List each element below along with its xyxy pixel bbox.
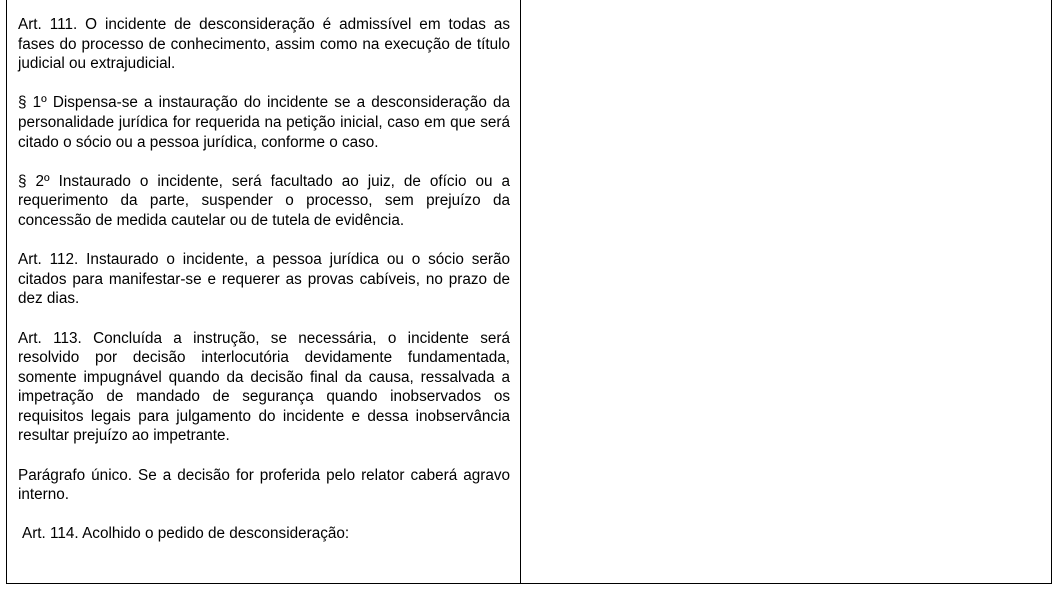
article-114-paragraph: Art. 114. Acolhido o pedido de desconsideração: <box>22 525 350 543</box>
left-column-cell <box>7 0 521 583</box>
document-table <box>6 0 1052 584</box>
article-111-section-1-paragraph: § 1º Dispensa-se a instauração do incidente se a desconsideração da personalidade jurídica for requerida na petição inicial, caso em que será citado o sócio ou a pessoa jurídica, conforme o caso. <box>18 94 510 151</box>
article-113-sole-paragraph: Parágrafo único. Se a decisão for proferida pelo relator caberá agravo interno. <box>18 466 510 504</box>
article-111-section-2-paragraph: § 2º Instaurado o incidente, será facultado ao juiz, de ofício ou a requerimento da parte, suspender o processo, sem prejuízo da concessão de medida cautelar ou de tutela de evidência. <box>18 172 510 229</box>
right-column-cell <box>521 0 1051 583</box>
article-111-paragraph: Art. 111. O incidente de desconsideração é admissível em todas as fases do processo de conhecimento, assim como na execução de título judicial ou extrajudicial. <box>18 16 510 73</box>
article-112-paragraph: Art. 112. Instaurado o incidente, a pessoa jurídica ou o sócio serão citados para manifestar-se e requerer as provas cabíveis, no prazo de dez dias. <box>18 251 510 308</box>
article-113-paragraph: Art. 113. Concluída a instrução, se necessária, o incidente será resolvido por decisão interlocutória devidamente fundamentada, somente impugnável quando da decisão final da causa, ressalvada a impetração de mandado de segurança quando inobservados os requisitos legais para julgamento do incidente e dessa inobservância resultar prejuízo ao impetrante. <box>18 329 510 445</box>
